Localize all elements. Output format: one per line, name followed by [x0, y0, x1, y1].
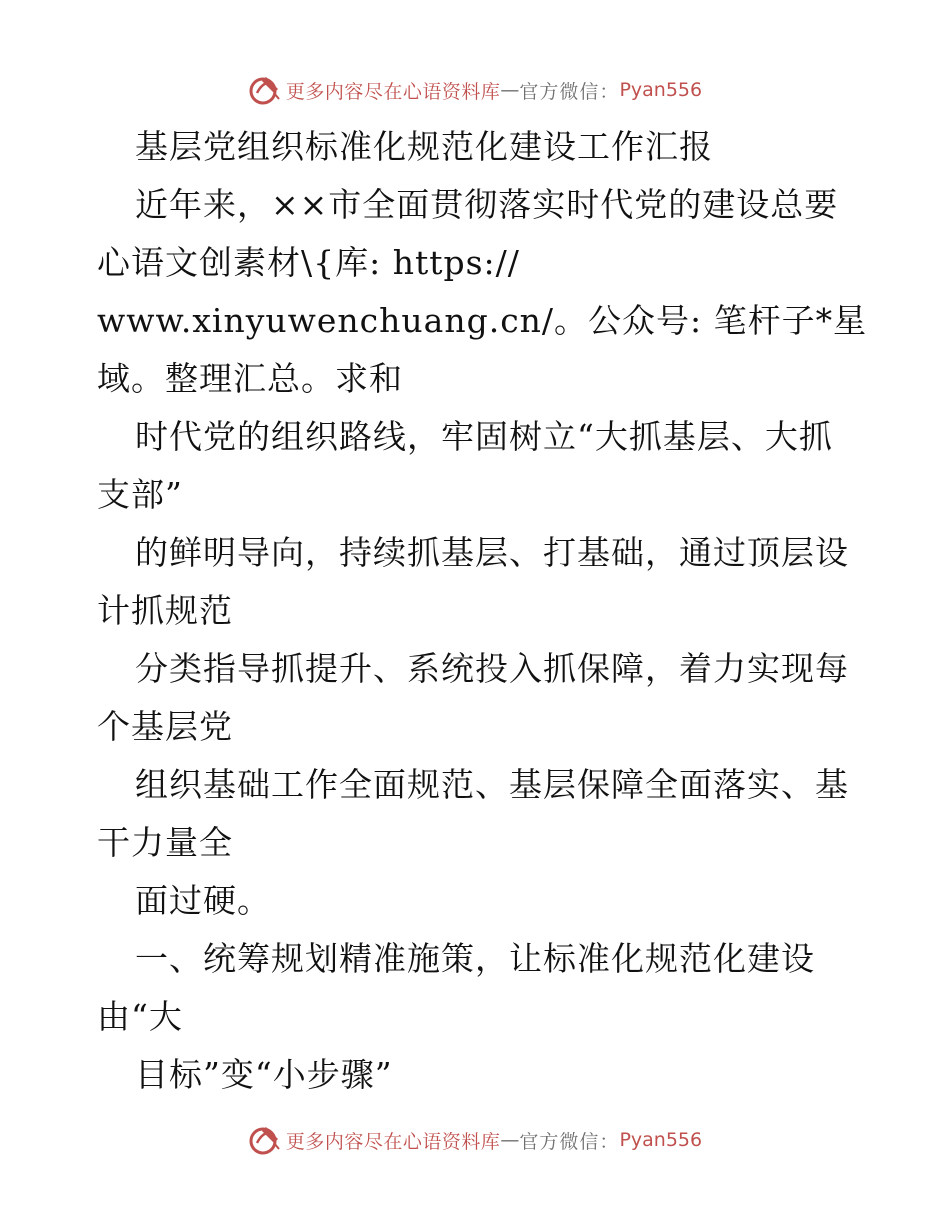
banner-main-text: 更多内容尽在心语资料库	[285, 80, 501, 103]
paragraph-line: 的鲜明导向，持续抓基层、打基础，通过顶层设	[135, 533, 849, 572]
banner-wechat-id: Pyan556	[619, 79, 703, 101]
doc-title: 基层党组织标准化规范化建设工作汇报	[135, 127, 713, 166]
banner-separator: —	[500, 1129, 520, 1151]
paragraph-line: 由“大	[97, 997, 183, 1036]
banner-official-label: 官方微信：	[519, 80, 620, 103]
paragraph-line: 近年来，××市全面贯彻落实时代党的建设总要	[135, 185, 839, 224]
paragraph-line: 分类指导抓提升、系统投入抓保障，着力实现每	[135, 649, 849, 688]
paragraph-line: 域。整理汇总。求和	[97, 359, 403, 398]
paragraph-line: 支部”	[97, 475, 183, 514]
pen-swirl-icon	[248, 73, 282, 107]
banner-official-label: 官方微信：	[519, 1130, 620, 1153]
document-body	[97, 118, 868, 1104]
paragraph-line: 干力量全	[97, 823, 233, 862]
paragraph-line: 计抓规范	[97, 591, 233, 630]
paragraph-line: 时代党的组织路线，牢固树立“大抓基层、大抓	[135, 417, 833, 456]
paragraph-line: www.xinyuwenchuang.cn/。公众号: 笔杆子*星	[97, 301, 868, 340]
paragraph-line: 心语文创素材\{库: https://	[97, 243, 520, 282]
paragraph-line: 组织基础工作全面规范、基层保障全面落实、基	[135, 765, 849, 804]
banner-wechat-id: Pyan556	[619, 1129, 703, 1151]
paragraph-line: 个基层党	[97, 707, 233, 746]
banner-main-text: 更多内容尽在心语资料库	[285, 1130, 501, 1153]
pen-swirl-icon	[248, 1123, 282, 1157]
paragraph-line: 面过硬。	[135, 881, 271, 920]
banner-separator: —	[500, 79, 520, 101]
paragraph-line: 目标”变“小步骤”	[135, 1055, 393, 1094]
footer-watermark-banner	[0, 1120, 950, 1160]
section-heading: 一、统筹规划精准施策，让标准化规范化建设	[135, 939, 815, 978]
header-watermark-banner	[0, 70, 950, 110]
